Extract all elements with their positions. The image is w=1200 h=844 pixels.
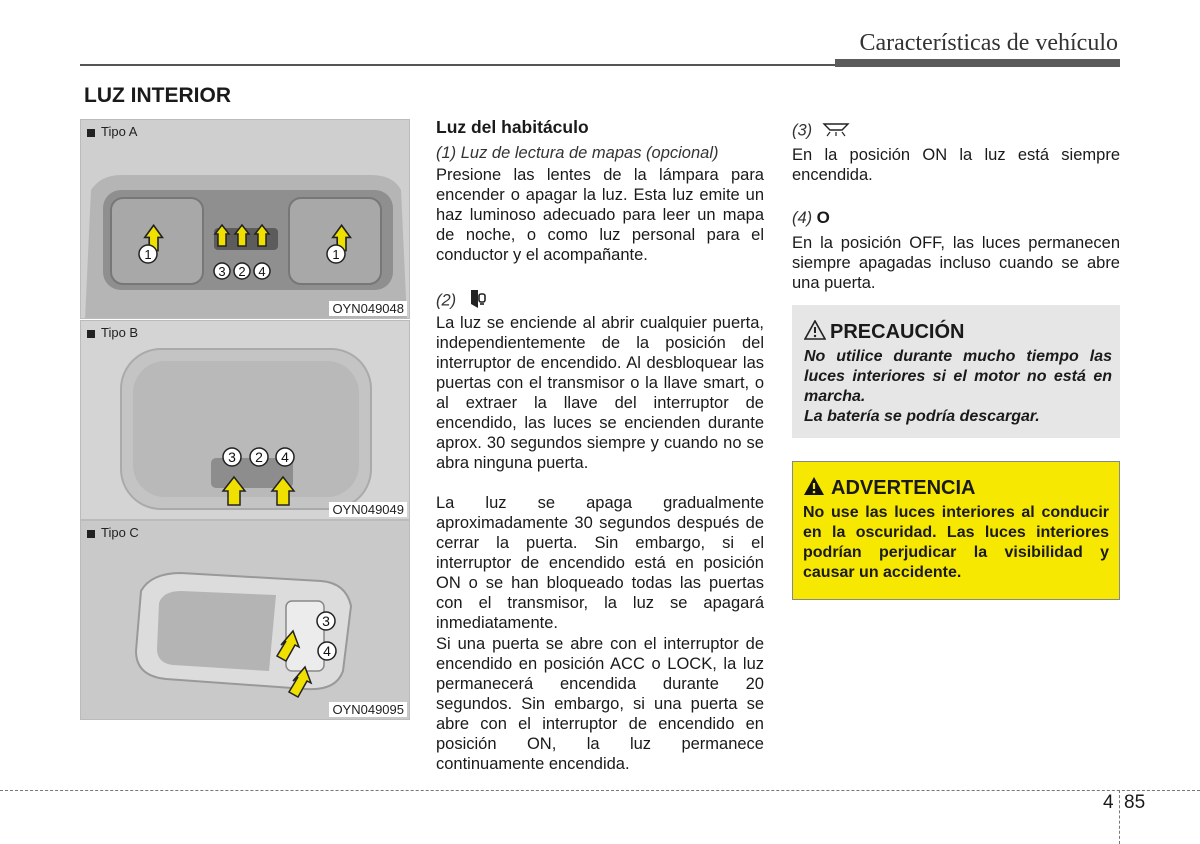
callout-label: 3 bbox=[218, 264, 226, 279]
figure-c-illustration bbox=[81, 521, 410, 720]
callout-label: 4 bbox=[281, 449, 289, 465]
figure-tag: Tipo C bbox=[87, 525, 139, 540]
item2-paragraph-1: La luz se enciende al abrir cualquier puerta, independientemente de la posición del interruptor de encendido. Al desbloquear las puertas con el transmisor o la llave smart, o al extraer la llave del interruptor de encendido, las luces se encienden durante aprox. 30 segundos siempre y cuando no se abra ninguna puerta. bbox=[436, 314, 764, 472]
section-title: LUZ INTERIOR bbox=[84, 84, 231, 107]
item1-title: (1) Luz de lectura de mapas (opcional) bbox=[436, 144, 719, 162]
item2-label: (2) bbox=[436, 291, 457, 310]
warning-title: ADVERTENCIA bbox=[831, 477, 976, 499]
callout-label: 4 bbox=[258, 264, 266, 279]
item2-header bbox=[436, 288, 764, 312]
item3-header bbox=[792, 121, 1120, 143]
callout-label: 4 bbox=[323, 643, 331, 659]
item4-header bbox=[792, 208, 1120, 228]
item4-symbol: O bbox=[816, 208, 830, 227]
precaution-heading bbox=[804, 320, 964, 346]
figure-code: OYN049048 bbox=[329, 301, 407, 316]
warning-text: No use las luces interiores al conducir en la oscuridad. Las luces interiores podrían perjudicar la visibilidad y causar un accidente. bbox=[803, 504, 1109, 581]
callout-label: 3 bbox=[228, 449, 236, 465]
figure-type-b bbox=[80, 320, 410, 520]
item3-text: En la posición ON la luz está siempre encendida. bbox=[792, 146, 1120, 184]
warning-heading bbox=[803, 476, 975, 502]
chapter-number: 4 bbox=[1103, 792, 1114, 813]
page-number: 85 bbox=[1124, 792, 1146, 813]
figure-type-c bbox=[80, 520, 410, 720]
door-light-icon bbox=[467, 288, 487, 315]
callout-label: 3 bbox=[322, 613, 330, 629]
figure-code: OYN049095 bbox=[329, 702, 407, 717]
precaution-body bbox=[804, 347, 1112, 427]
lamp-on-icon bbox=[821, 121, 851, 142]
chapter-title: Características de vehículo bbox=[859, 30, 1118, 56]
callout-label: 2 bbox=[238, 264, 246, 279]
item1-text: Presione las lentes de la lámpara para encender o apagar la luz. Esta luz emite un haz luminoso adecuado para leer un mapa de noche, o como luz personal para el conductor y el acompañante. bbox=[436, 166, 764, 264]
warning-box bbox=[792, 461, 1120, 600]
callout-label: 1 bbox=[144, 247, 152, 262]
figure-type-a bbox=[80, 119, 410, 319]
item2-paragraph-2: La luz se apaga gradualmente aproximadamente 30 segundos después de cerrar la puerta. Sin embargo, si el interruptor de encendido está en posición ON o se han bloqueado todas las puertas con el transmisor, la luz se apagará inmediatamente. bbox=[436, 494, 764, 632]
figure-b-illustration bbox=[81, 321, 410, 520]
figure-tag: Tipo A bbox=[87, 124, 137, 139]
warning-triangle-icon bbox=[803, 476, 825, 502]
footer-divider bbox=[1119, 790, 1120, 844]
figure-tag: Tipo B bbox=[87, 325, 138, 340]
header-bar bbox=[835, 59, 1120, 67]
item4-text: En la posición OFF, las luces permanecen siempre apagadas incluso cuando se abre una puerta. bbox=[792, 234, 1120, 292]
footer-rule bbox=[0, 790, 1200, 791]
subsection-heading: Luz del habitáculo bbox=[436, 117, 589, 137]
caution-triangle-icon bbox=[804, 320, 826, 346]
figure-a-illustration bbox=[81, 120, 410, 319]
figure-code: OYN049049 bbox=[329, 502, 407, 517]
precaution-box bbox=[792, 305, 1120, 438]
precaution-title: PRECAUCIÓN bbox=[830, 321, 965, 343]
item3-label: (3) bbox=[792, 121, 813, 140]
precaution-text-2: La batería se podría descargar. bbox=[804, 408, 1040, 425]
item4-label: (4) bbox=[792, 209, 813, 227]
callout-label: 2 bbox=[255, 449, 263, 465]
callout-label: 1 bbox=[332, 247, 340, 262]
precaution-text-1: No utilice durante mucho tiempo las luces interiores si el motor no está en marcha. bbox=[804, 348, 1112, 405]
item2-paragraph-3: Si una puerta se abre con el interruptor de encendido en posición ACC o LOCK, la luz permanecerá encendida durante 20 segundos. Sin embargo, si una puerta se abre con el interruptor de encendido en posición ON, la luz permanece continuamente encendida. bbox=[436, 635, 764, 773]
